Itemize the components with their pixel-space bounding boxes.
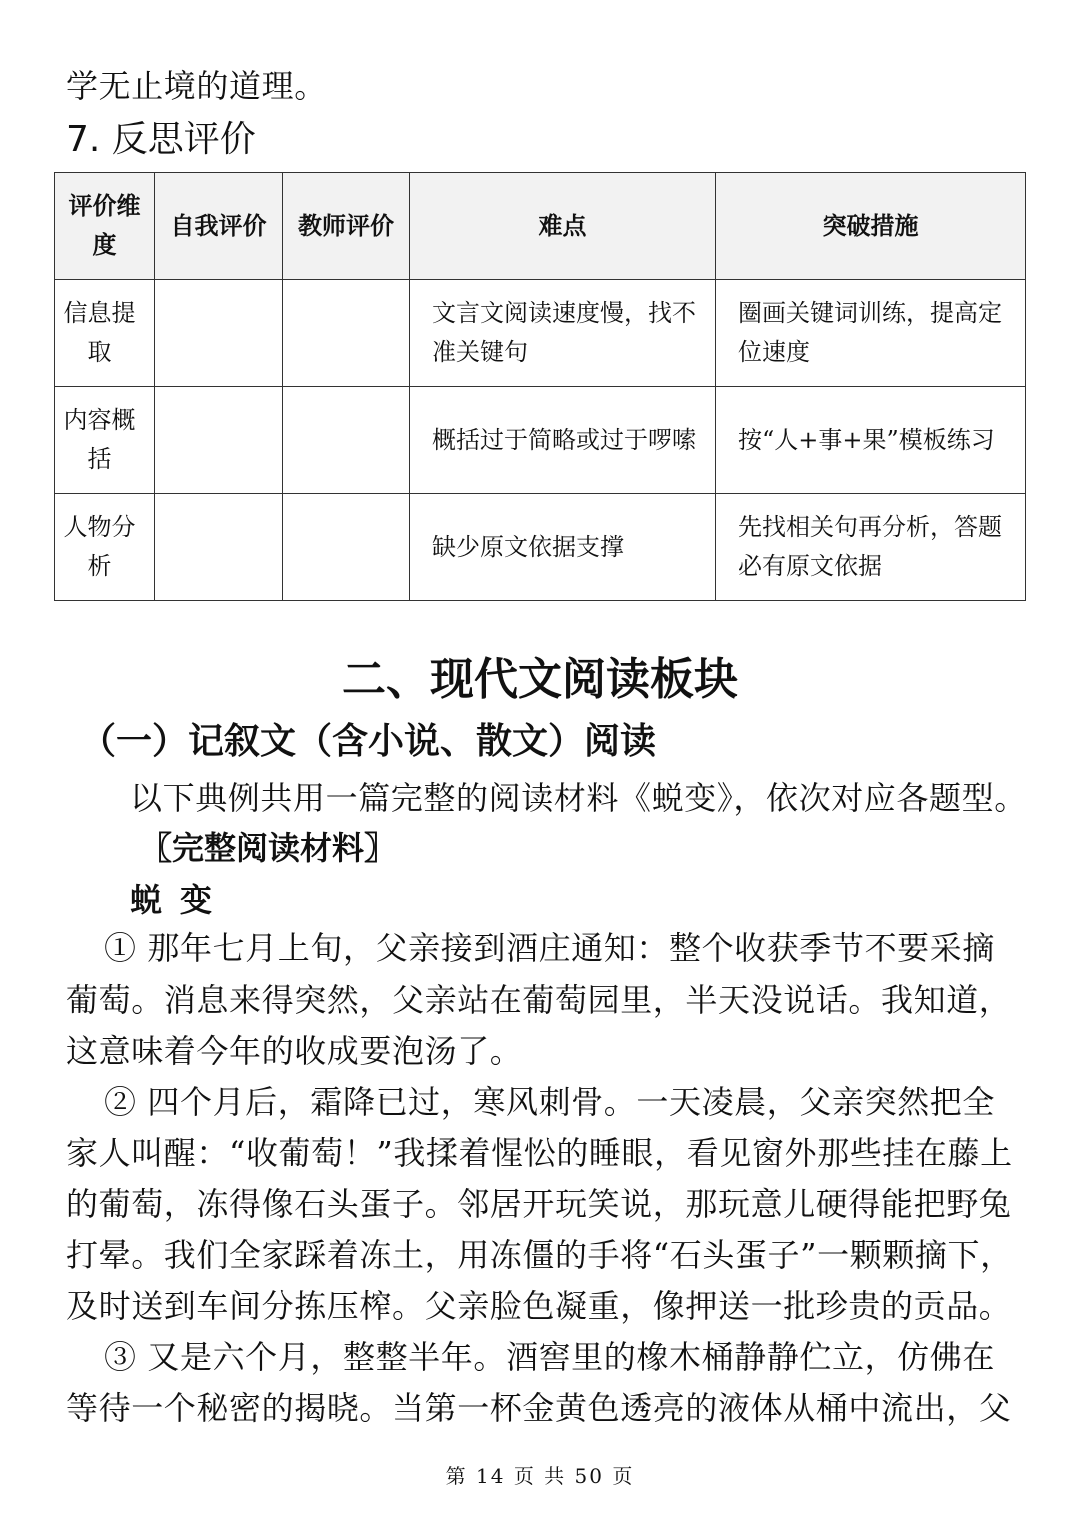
header-dimension: 评价维度 (55, 173, 155, 280)
row-measure: 先找相关句再分析，答题必有原文依据 (716, 494, 1026, 601)
intro-sentence: 以下典例共用一篇完整的阅读材料《蜕变》，依次对应各题型。 (130, 779, 1027, 817)
header-measure: 突破措施 (716, 173, 1026, 280)
row-dimension: 内容概括 (55, 387, 155, 494)
row-difficulty: 文言文阅读速度慢，找不准关键句 (410, 280, 716, 387)
row-difficulty: 概括过于简略或过于啰嗦 (410, 387, 716, 494)
table-row (55, 494, 1026, 601)
section-7-heading: 7. 反思评价 (66, 119, 256, 160)
row-measure: 按“人+事+果”模板练习 (716, 387, 1026, 494)
table-row (55, 280, 1026, 387)
row-dimension: 信息提取 (55, 280, 155, 387)
paragraph-line: ② 四个月后，霜降已过，寒风刺骨。一天凌晨，父亲突然把全 (104, 1083, 995, 1121)
row-teacher-eval (283, 494, 410, 601)
evaluation-table (54, 172, 1026, 601)
paragraph-line: 这意味着今年的收成要泡汤了。 (66, 1032, 523, 1070)
row-self-eval (155, 494, 283, 601)
paragraph-line: ③ 又是六个月，整整半年。酒窖里的橡木桶静静伫立，仿佛在 (104, 1338, 995, 1376)
paragraph-line: 的葡萄，冻得像石头蛋子。邻居开玩笑说，那玩意儿硬得能把野兔 (66, 1185, 1012, 1223)
page-footer: 第 14 页 共 50 页 (445, 1464, 635, 1488)
row-dimension: 人物分析 (55, 494, 155, 601)
intro-tail-text: 学无止境的道理。 (66, 67, 327, 105)
row-measure: 圈画关键词训练，提高定位速度 (716, 280, 1026, 387)
row-self-eval (155, 387, 283, 494)
header-difficulty: 难点 (410, 173, 716, 280)
table-row (55, 387, 1026, 494)
article-title: 蜕变 (130, 881, 231, 919)
header-self-eval: 自我评价 (155, 173, 283, 280)
paragraph-line: ① 那年七月上旬，父亲接到酒庄通知：整个收获季节不要采摘 (104, 929, 995, 967)
paragraph-line: 打晕。我们全家踩着冻土，用冻僵的手将“石头蛋子”一颗颗摘下， (66, 1236, 1013, 1274)
section-2-heading: 二、现代文阅读板块 (342, 654, 738, 705)
row-difficulty: 缺少原文依据支撑 (410, 494, 716, 601)
table-header-row (55, 173, 1026, 280)
material-label: 〖完整阅读材料〗 (140, 829, 397, 867)
paragraph-line: 及时送到车间分拣压榨。父亲脸色凝重，像押送一批珍贵的贡品。 (66, 1287, 1012, 1325)
row-teacher-eval (283, 387, 410, 494)
subsection-1-heading: （一）记叙文（含小说、散文）阅读 (80, 721, 657, 762)
row-teacher-eval (283, 280, 410, 387)
paragraph-line: 等待一个秘密的揭晓。当第一杯金黄色透亮的液体从桶中流出，父 (66, 1389, 1012, 1427)
paragraph-line: 家人叫醒：“收葡萄！”我揉着惺忪的睡眼，看见窗外那些挂在藤上 (66, 1134, 1013, 1172)
row-self-eval (155, 280, 283, 387)
header-teacher-eval: 教师评价 (283, 173, 410, 280)
paragraph-line: 葡萄。消息来得突然，父亲站在葡萄园里，半天没说话。我知道， (66, 981, 1012, 1019)
